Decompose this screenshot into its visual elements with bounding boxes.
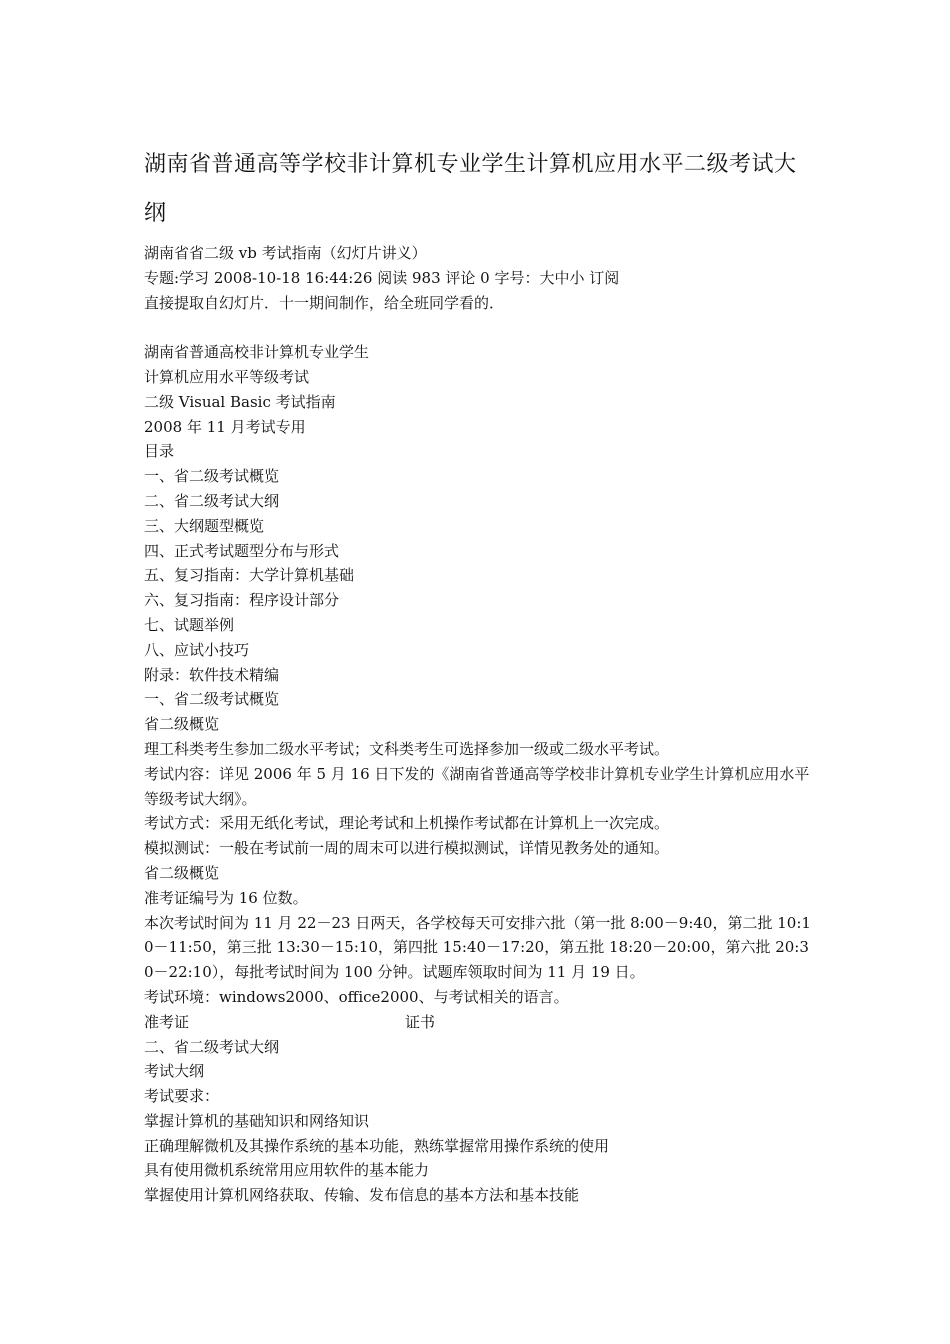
text-line: 正确理解微机及其操作系统的基本功能，熟练掌握常用操作系统的使用 — [144, 1136, 610, 1155]
text-line: 省二级概览 — [144, 863, 220, 882]
toc-item: 三、大纲题型概览 — [144, 516, 265, 535]
toc-heading: 目录 — [144, 442, 175, 461]
text-line: 计算机应用水平等级考试 — [144, 367, 310, 386]
meta-line: 专题:学习 2008-10-18 16:44:26 阅读 983 评论 0 字号：大中小 订阅 — [144, 268, 620, 287]
section-heading: 一、省二级考试概览 — [144, 690, 280, 709]
toc-item: 六、复习指南：程序设计部分 — [144, 591, 340, 610]
text-line: 掌握使用计算机网络获取、传输、发布信息的基本方法和基本技能 — [144, 1186, 580, 1205]
document-title: 湖南省普通高等学校非计算机专业学生计算机应用水平二级考试大纲 — [144, 152, 797, 226]
split-line — [144, 1010, 814, 1035]
paragraph: 考试内容：详见 2006 年 5 月 16 日下发的《湖南省普通高等学校非计算机专业学生计算机应用水平等级考试大纲》。 — [144, 764, 810, 808]
toc-item: 一、省二级考试概览 — [144, 467, 280, 486]
section-heading: 二、省二级考试大纲 — [144, 1037, 280, 1056]
text-line: 模拟测试：一般在考试前一周的周末可以进行模拟测试，详情见教务处的通知。 — [144, 839, 670, 858]
text-line: 考试环境：windows2000、office2000、与考试相关的语言。 — [144, 987, 569, 1006]
text-line: 考试要求： — [144, 1087, 220, 1106]
text-line: 理工科类考生参加二级水平考试；文科类考生可选择参加一级或二级水平考试。 — [144, 739, 670, 758]
intro-line: 直接提取自幻灯片．十一期间制作，给全班同学看的． — [144, 293, 505, 312]
text-line: 考试大纲 — [144, 1062, 205, 1081]
text-line: 考试方式：采用无纸化考试，理论考试和上机操作考试都在计算机上一次完成。 — [144, 814, 670, 833]
document-body — [144, 241, 814, 1208]
toc-item: 七、试题举例 — [144, 615, 235, 634]
paragraph: 本次考试时间为 11 月 22－23 日两天，各学校每天可安排六批（第一批 8:00－9:40，第二批 10:10－11:50，第三批 13:30－15:10，第四批 15:40－17:20，第五批 18:20－20:00，第六批 20:30－22:10），每批考试时间为 100 分钟。试题库领取时间为 11 月 19 日。 — [144, 913, 811, 982]
blank-line — [144, 315, 814, 340]
text-line: 准考证编号为 16 位数。 — [144, 888, 308, 907]
text-line: 省二级概览 — [144, 715, 220, 734]
text-line: 湖南省普通高校非计算机专业学生 — [144, 343, 370, 362]
split-right: 证书 — [405, 1012, 436, 1031]
toc-item: 四、正式考试题型分布与形式 — [144, 541, 340, 560]
toc-item: 五、复习指南：大学计算机基础 — [144, 566, 355, 585]
text-line: 二级 Visual Basic 考试指南 — [144, 392, 336, 411]
subtitle-line: 湖南省省二级 vb 考试指南（幻灯片讲义） — [144, 244, 427, 262]
text-line: 掌握计算机的基础知识和网络知识 — [144, 1111, 370, 1130]
toc-item: 八、应试小技巧 — [144, 640, 250, 659]
text-line: 具有使用微机系统常用应用软件的基本能力 — [144, 1161, 430, 1180]
split-left: 准考证 — [144, 1012, 190, 1031]
toc-item: 二、省二级考试大纲 — [144, 491, 280, 510]
text-line: 2008 年 11 月考试专用 — [144, 417, 306, 436]
toc-item: 附录：软件技术精编 — [144, 665, 280, 684]
